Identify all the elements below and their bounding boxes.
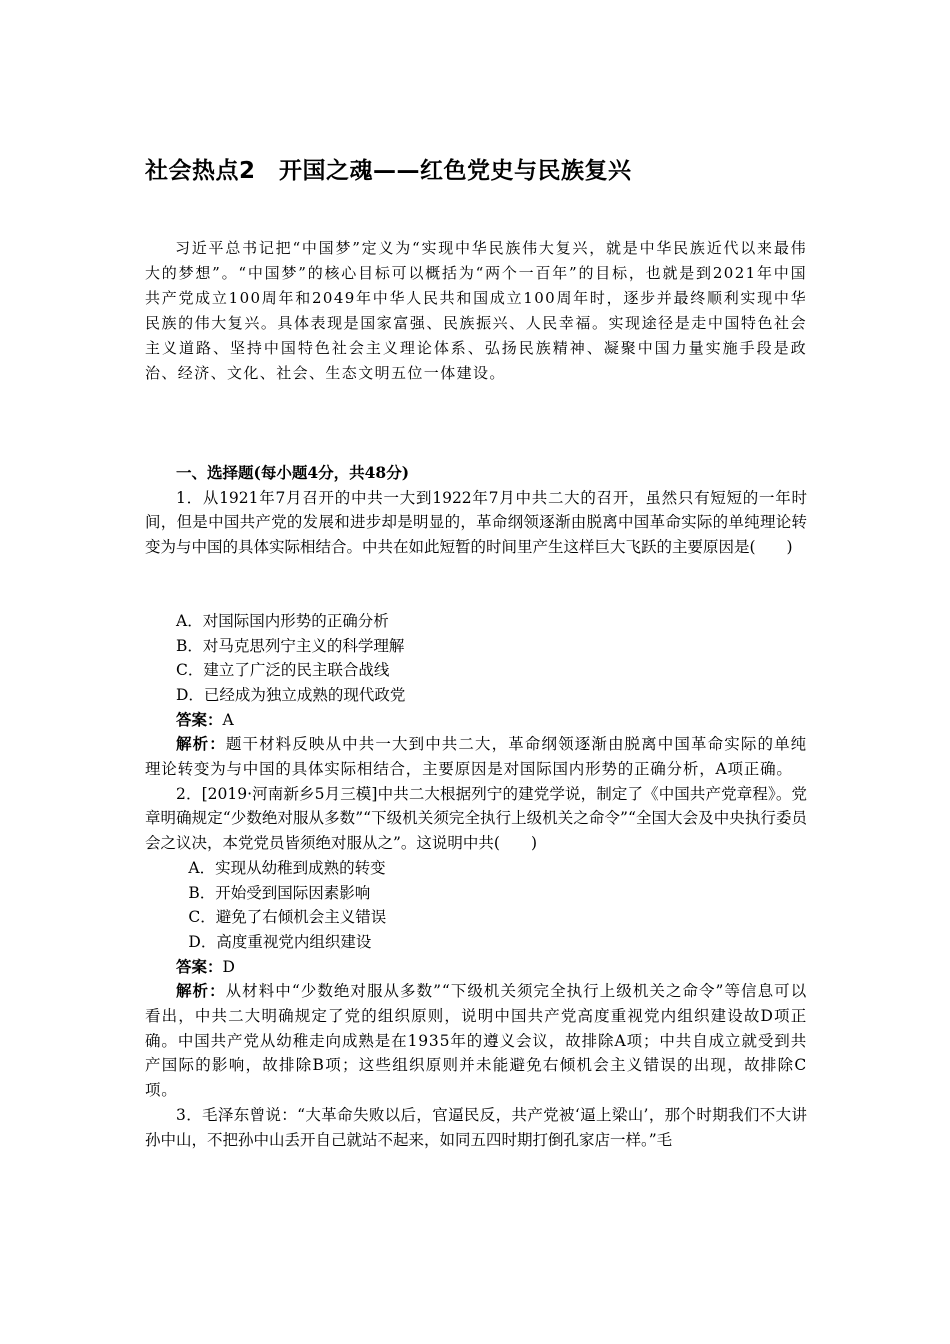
blank-gap (145, 560, 807, 609)
question-2-option-c: C．避免了右倾机会主义错误 (188, 908, 387, 927)
question-section (145, 461, 807, 1152)
question-3-stem: 3．毛泽东曾说：“大革命失败以后，官逼民反，共产党被‘逼上梁山’，那个时期我们不大讲孙中山，不把孙中山丢开自己就站不起来，如同五四时期打倒孔家店一样。”毛 (145, 1105, 807, 1149)
section-heading: 一、选择题(每小题4分，共48分) (176, 463, 410, 482)
question-1-analysis (145, 732, 807, 781)
answer-label: 答案： (176, 956, 223, 976)
question-2-option-b: B．开始受到国际因素影响 (188, 883, 371, 902)
question-2-stem: 2．[2019·河南新乡5月三模]中共二大根据列宁的建党学说，制定了《中国共产党章程》。党章明确规定“少数绝对服从多数”“下级机关须完全执行上级机关之命令”“全国大会及中央执行委员会之议决，本党党员皆须绝对服从之”。这说明中共( ) (145, 784, 807, 853)
analysis-text: 题干材料反映从中共一大到中共二大，革命纲领逐渐由脱离中国革命实际的单纯理论转变为与中国的具体实际相结合，主要原因是对国际国内形势的正确分析，A项正确。 (145, 735, 807, 779)
analysis-label: 解析： (176, 981, 226, 1001)
question-1-option-a: A．对国际国内形势的正确分析 (176, 611, 389, 630)
question-1-answer (145, 708, 807, 733)
intro-paragraph: 习近平总书记把“中国梦”定义为“实现中华民族伟大复兴，就是中华民族近代以来最伟大的梦想”。“中国梦”的核心目标可以概括为“两个一百年”的目标，也就是到2021年中国共产党成立100周年和2049年中华人民共和国成立100周年时，逐步并最终顺利实现中华民族的伟大复兴。具体表现是国家富强、民族振兴、人民幸福。实现途径是走中国特色社会主义道路、坚持中国特色社会主义理论体系、弘扬民族精神、凝聚中国力量实施手段是政治、经济、文化、社会、生态文明五位一体建设。 (145, 239, 807, 382)
question-2-answer (145, 955, 807, 980)
question-2-analysis (145, 979, 807, 1103)
answer-label: 答案： (176, 709, 223, 729)
analysis-text: 从材料中“少数绝对服从多数”“下级机关须完全执行上级机关之命令”等信息可以看出，中共二大明确规定了党的组织原则，说明中国共产党高度重视党内组织建设故D项正确。中国共产党从幼稚走向成熟是在1935年的遵义会议，故排除A项；中共自成立就受到共产国际的影响，故排除B项；这些组织原则并未能避免右倾机会主义错误的出现，故排除C项。 (145, 982, 807, 1100)
question-1-option-b: B．对马克思列宁主义的科学理解 (176, 636, 405, 655)
question-2-option-a: A．实现从幼稚到成熟的转变 (188, 858, 386, 877)
question-1-option-c: C．建立了广泛的民主联合战线 (176, 661, 390, 680)
question-2-option-d: D．高度重视党内组织建设 (188, 932, 372, 951)
question-1-option-d: D．已经成为独立成熟的现代政党 (176, 685, 406, 704)
question-1-stem: 1．从1921年7月召开的中共一大到1922年7月中共二大的召开，虽然只有短短的一年时间，但是中国共产党的发展和进步却是明显的，革命纲领逐渐由脱离中国革命实际的单纯理论转变为与中国的具体实际相结合。中共在如此短暂的时间里产生这样巨大飞跃的主要原因是( ) (145, 488, 807, 557)
analysis-label: 解析： (176, 734, 226, 754)
answer-value: D (222, 957, 235, 976)
answer-value: A (222, 710, 234, 729)
document-title: 社会热点2 开国之魂——红色党史与民族复兴 (145, 158, 632, 184)
